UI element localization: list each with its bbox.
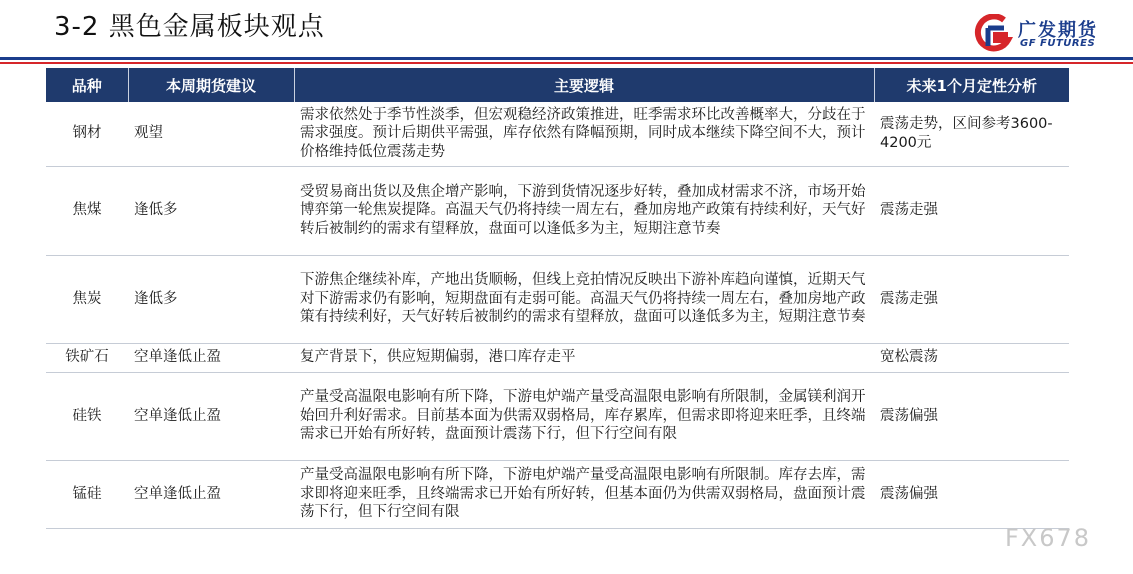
cell-outlook: 宽松震荡: [874, 343, 1069, 372]
cell-outlook: 震荡偏强: [874, 460, 1069, 528]
table-row: [46, 460, 1069, 528]
col-header-logic: 主要逻辑: [294, 68, 874, 102]
watermark: FX678: [1005, 524, 1092, 552]
table-row: [46, 166, 1069, 255]
cell-outlook: 震荡走强: [874, 255, 1069, 343]
table-row: [46, 255, 1069, 343]
cell-outlook: 震荡偏强: [874, 372, 1069, 460]
cell-advice: 空单逢低止盈: [128, 343, 294, 372]
cell-variety: 硅铁: [46, 372, 128, 460]
black-metals-views-table: [46, 68, 1069, 529]
table-row: [46, 102, 1069, 166]
col-header-outlook: 未来1个月定性分析: [874, 68, 1069, 102]
cell-logic: 复产背景下，供应短期偏弱，港口库存走平: [294, 343, 874, 372]
cell-logic: 产量受高温限电影响有所下降，下游电炉端产量受高温限电影响有所限制。库存去库，需求即将迎来旺季，且终端需求已开始有所好转，但基本面仍为供需双弱格局，盘面预计震荡下行，但下行空间有限: [294, 460, 874, 528]
cell-advice: 空单逢低止盈: [128, 372, 294, 460]
gf-logo-icon: [974, 14, 1014, 54]
cell-outlook: 震荡走势，区间参考3600-4200元: [874, 102, 1069, 166]
cell-variety: 焦炭: [46, 255, 128, 343]
cell-outlook: 震荡走强: [874, 166, 1069, 255]
cell-advice: 逢低多: [128, 255, 294, 343]
cell-advice: 逢低多: [128, 166, 294, 255]
cell-logic: 产量受高温限电影响有所下降，下游电炉端产量受高温限电影响有所限制，金属镁利润开始回升利好需求。目前基本面为供需双弱格局，库存累库，但需求即将迎来旺季，且终端需求已开始有所好转，盘面预计震荡下行，但下行空间有限: [294, 372, 874, 460]
table-row: [46, 372, 1069, 460]
logo-text-cn: 广发期货: [1018, 20, 1098, 41]
cell-variety: 钢材: [46, 102, 128, 166]
cell-advice: 观望: [128, 102, 294, 166]
cell-advice: 空单逢低止盈: [128, 460, 294, 528]
logo-text-en: GF FUTURES: [1020, 38, 1096, 49]
header-rule-red: [0, 62, 1133, 64]
cell-logic: 下游焦企继续补库，产地出货顺畅，但线上竞拍情况反映出下游补库趋向谨慎，近期天气对下游需求仍有影响，短期盘面有走弱可能。高温天气仍将持续一周左右，叠加房地产政策有持续利好，天气好转后被制约的需求有望释放，盘面可以逢低多为主，短期注意节奏: [294, 255, 874, 343]
table-row: [46, 343, 1069, 372]
cell-logic: 受贸易商出货以及焦企增产影响，下游到货情况逐步好转，叠加成材需求不济，市场开始博弈第一轮焦炭提降。高温天气仍将持续一周左右，叠加房地产政策有持续利好，天气好转后被制约的需求有望释放，盘面可以逢低多为主，短期注意节奏: [294, 166, 874, 255]
page-title: 3-2 黑色金属板块观点: [54, 12, 325, 42]
header-rule-blue: [0, 57, 1133, 60]
table-header-row: [46, 68, 1069, 102]
col-header-variety: 品种: [46, 68, 128, 102]
cell-logic: 需求依然处于季节性淡季，但宏观稳经济政策推进，旺季需求环比改善概率大，分歧在于需求强度。预计后期供平需强，库存依然有降幅预期，同时成本继续下降空间不大，预计价格维持低位震荡走势: [294, 102, 874, 166]
cell-variety: 焦煤: [46, 166, 128, 255]
col-header-advice: 本周期货建议: [128, 68, 294, 102]
gf-futures-logo: [974, 14, 1114, 54]
cell-variety: 铁矿石: [46, 343, 128, 372]
cell-variety: 锰硅: [46, 460, 128, 528]
